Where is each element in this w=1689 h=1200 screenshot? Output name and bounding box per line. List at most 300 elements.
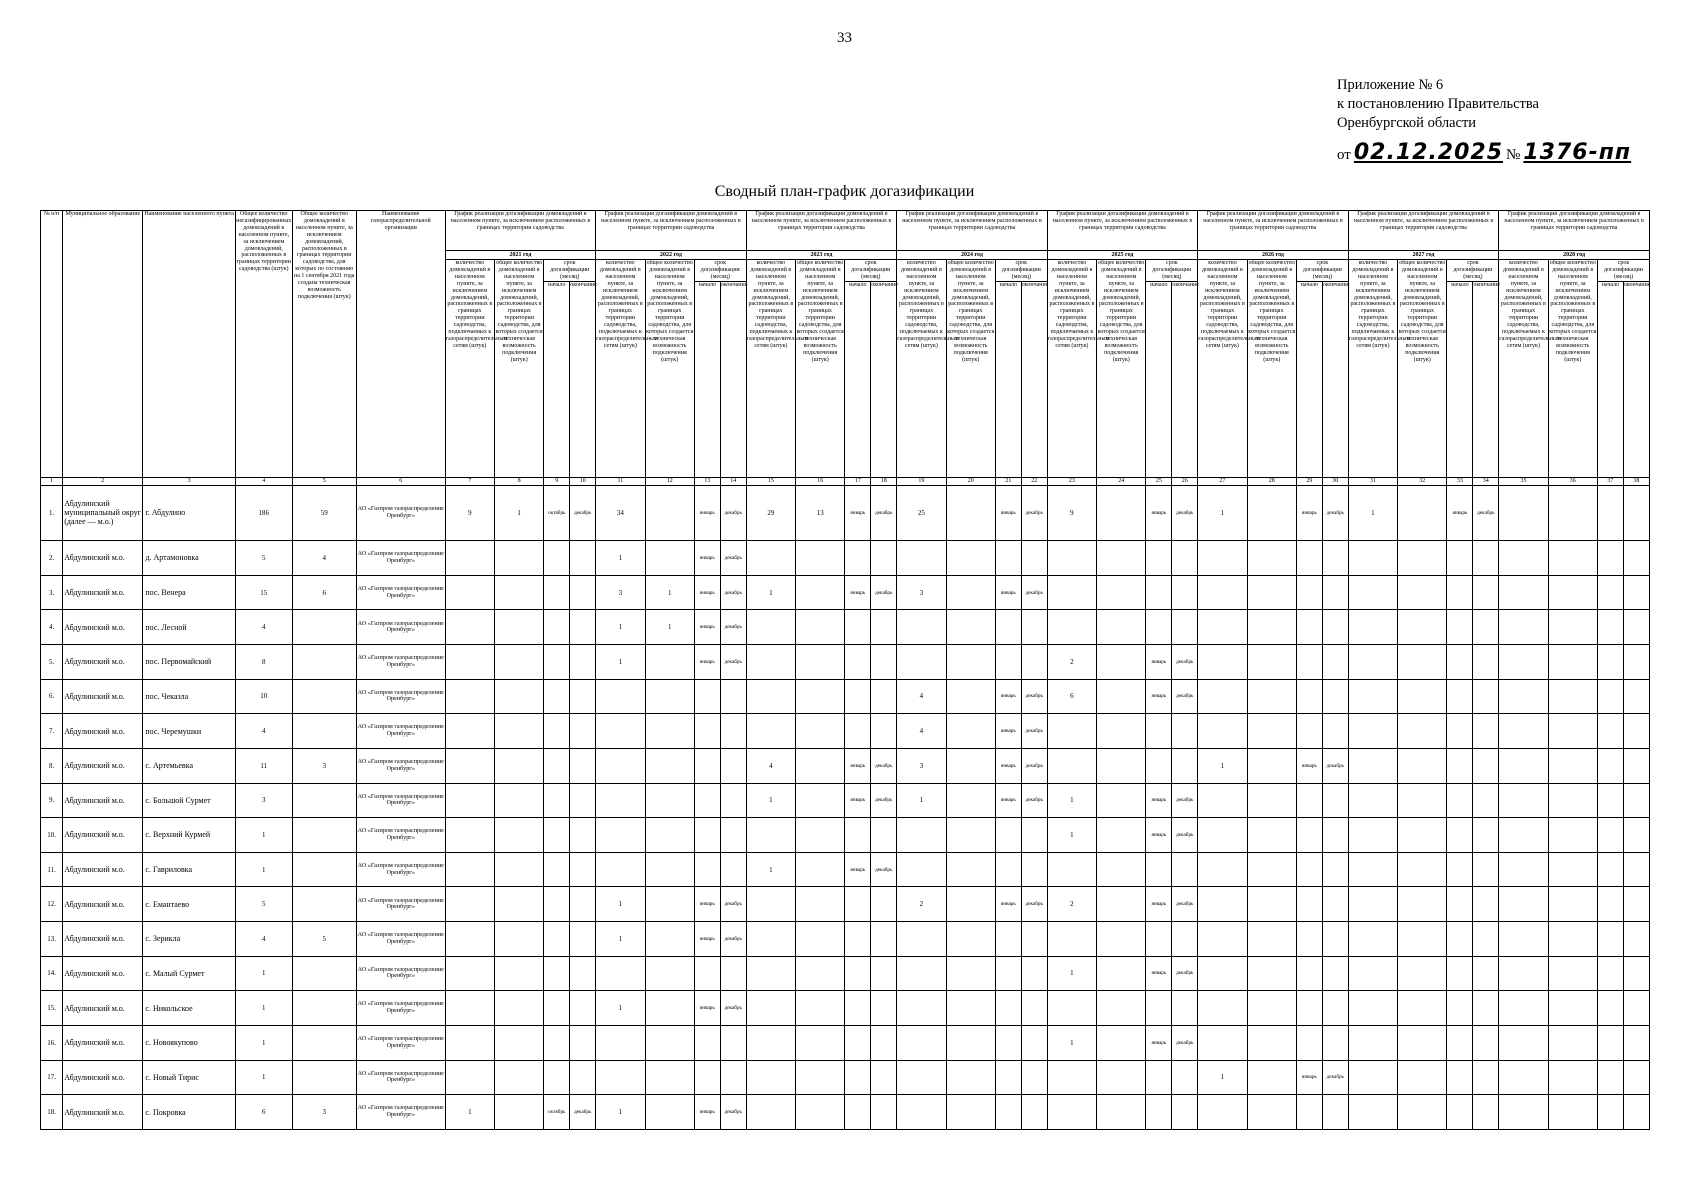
header-total: общее количество домовладений в населенном пункте, за исключением домовладений, расположенных в границах территории садоводства, для которых создается техническая возможность подключения (штук) — [1548, 260, 1597, 478]
start-month-cell — [1296, 922, 1322, 957]
start-month-cell — [845, 991, 871, 1026]
end-month-cell: декабрь — [1172, 887, 1198, 922]
count-cell: 1 — [897, 783, 946, 818]
total-cell — [796, 852, 845, 887]
header-total-connect: Общее количество домовладений в населенном пункте, за исключением домовладений, расположенных в границах территории садоводства, для которых по состоянию на 1 сентября 2021 года создана техническая возможность подключения (штук) — [292, 211, 356, 478]
total-cell — [1247, 714, 1296, 749]
count-cell — [1198, 714, 1247, 749]
end-month-cell — [1172, 575, 1198, 610]
settlement-cell: с. Артемьевка — [143, 748, 236, 783]
count-cell: 1 — [596, 922, 645, 957]
households-cell: 1 — [235, 1025, 292, 1060]
municipality-cell: Абдулинский м.о. — [63, 610, 143, 645]
count-cell — [1499, 852, 1548, 887]
total-cell — [1398, 1060, 1447, 1095]
gdo-cell: АО «Газпром газораспределение Оренбург» — [356, 1060, 445, 1095]
start-month-cell — [845, 1025, 871, 1060]
table-row — [41, 956, 1650, 991]
households-cell: 6 — [235, 1095, 292, 1130]
end-month-cell — [1623, 610, 1649, 645]
end-month-cell — [871, 1095, 897, 1130]
start-month-cell: январь — [995, 887, 1021, 922]
start-month-cell — [1597, 575, 1623, 610]
connect-cell — [292, 818, 356, 853]
total-cell — [1398, 852, 1447, 887]
column-number: 11 — [596, 477, 645, 485]
start-month-cell — [544, 852, 570, 887]
total-cell — [1548, 852, 1597, 887]
table-row — [41, 1060, 1650, 1095]
header-end: окончание — [570, 281, 596, 477]
municipality-cell: Абдулинский м.о. — [63, 541, 143, 576]
count-cell: 4 — [746, 748, 795, 783]
column-number: 14 — [720, 477, 746, 485]
header-year: 2026 год — [1198, 251, 1349, 260]
header-end: окончание — [1623, 281, 1649, 477]
count-cell — [1198, 783, 1247, 818]
end-month-cell — [1473, 991, 1499, 1026]
header-count: количество домовладений в населенном пункте, за исключением домовладений, расположенных в границах территории садоводства, подключаемых к газораспределительным сетям (штук) — [746, 260, 795, 478]
total-cell — [645, 541, 694, 576]
gdo-cell: АО «Газпром газораспределение Оренбург» — [356, 610, 445, 645]
count-cell — [1198, 575, 1247, 610]
end-month-cell — [1623, 887, 1649, 922]
page-number: 33 — [837, 30, 852, 46]
municipality-cell: Абдулинский м.о. — [63, 714, 143, 749]
total-cell — [495, 783, 544, 818]
count-cell: 6 — [1047, 679, 1096, 714]
end-month-cell — [720, 956, 746, 991]
start-month-cell — [845, 1060, 871, 1095]
end-month-cell: декабрь — [1172, 818, 1198, 853]
row-number: 5. — [41, 645, 63, 680]
count-cell: 2 — [897, 887, 946, 922]
end-month-cell — [1021, 818, 1047, 853]
count-cell — [1047, 610, 1096, 645]
end-month-cell: декабрь — [720, 922, 746, 957]
total-cell — [645, 485, 694, 540]
date-prefix: от — [1337, 147, 1351, 163]
start-month-cell: январь — [1146, 485, 1172, 540]
gdo-cell: АО «Газпром газораспределение Оренбург» — [356, 645, 445, 680]
row-number: 14. — [41, 956, 63, 991]
start-month-cell — [1296, 679, 1322, 714]
column-number: 9 — [544, 477, 570, 485]
end-month-cell — [1322, 991, 1348, 1026]
total-cell — [1247, 991, 1296, 1026]
table-row — [41, 1025, 1650, 1060]
start-month-cell: январь — [694, 991, 720, 1026]
end-month-cell — [1172, 541, 1198, 576]
connect-cell — [292, 645, 356, 680]
count-cell: 4 — [897, 679, 946, 714]
count-cell — [1348, 783, 1397, 818]
start-month-cell — [1447, 852, 1473, 887]
end-month-cell — [1473, 956, 1499, 991]
start-month-cell — [1447, 1095, 1473, 1130]
start-month-cell: январь — [845, 852, 871, 887]
header-end: окончание — [871, 281, 897, 477]
total-cell — [495, 991, 544, 1026]
connect-cell: 6 — [292, 575, 356, 610]
total-cell — [796, 679, 845, 714]
end-month-cell — [570, 887, 596, 922]
total-cell — [796, 645, 845, 680]
total-cell — [1548, 610, 1597, 645]
end-month-cell — [1623, 783, 1649, 818]
end-month-cell — [1172, 852, 1198, 887]
start-month-cell: январь — [1146, 887, 1172, 922]
end-month-cell — [720, 679, 746, 714]
count-cell — [746, 645, 795, 680]
count-cell — [1499, 714, 1548, 749]
end-month-cell — [1021, 610, 1047, 645]
start-month-cell — [1296, 956, 1322, 991]
total-cell — [495, 645, 544, 680]
start-month-cell — [1447, 1060, 1473, 1095]
count-cell — [1047, 748, 1096, 783]
end-month-cell — [1322, 852, 1348, 887]
count-cell — [596, 679, 645, 714]
count-cell: 9 — [1047, 485, 1096, 540]
total-cell: 1 — [645, 575, 694, 610]
start-month-cell — [995, 1060, 1021, 1095]
start-month-cell — [694, 852, 720, 887]
column-number: 8 — [495, 477, 544, 485]
end-month-cell — [1473, 748, 1499, 783]
total-cell — [1247, 610, 1296, 645]
total-cell — [645, 991, 694, 1026]
header-count: количество домовладений в населенном пункте, за исключением домовладений, расположенных в границах территории садоводства, подключаемых к газораспределительным сетям (штук) — [445, 260, 494, 478]
end-month-cell — [1473, 610, 1499, 645]
connect-cell: 4 — [292, 541, 356, 576]
end-month-cell: декабрь — [720, 887, 746, 922]
header-term: срок догазификации (месяц) — [1597, 260, 1649, 282]
end-month-cell — [570, 748, 596, 783]
count-cell — [596, 783, 645, 818]
start-month-cell — [1296, 818, 1322, 853]
count-cell: 1 — [1198, 1060, 1247, 1095]
header-start: начало — [845, 281, 871, 477]
count-cell — [596, 1060, 645, 1095]
start-month-cell — [1296, 991, 1322, 1026]
total-cell — [1247, 956, 1296, 991]
table-row — [41, 783, 1650, 818]
count-cell — [1348, 575, 1397, 610]
count-cell — [1499, 748, 1548, 783]
count-cell: 34 — [596, 485, 645, 540]
count-cell — [445, 783, 494, 818]
end-month-cell — [1473, 1095, 1499, 1130]
end-month-cell — [1473, 541, 1499, 576]
header-start: начало — [694, 281, 720, 477]
row-number: 8. — [41, 748, 63, 783]
row-number: 7. — [41, 714, 63, 749]
start-month-cell: январь — [995, 485, 1021, 540]
count-cell — [1047, 1095, 1096, 1130]
total-cell — [645, 679, 694, 714]
count-cell — [746, 956, 795, 991]
start-month-cell: январь — [1146, 818, 1172, 853]
settlement-cell: с. Верхний Курмей — [143, 818, 236, 853]
count-cell — [897, 610, 946, 645]
total-cell — [645, 783, 694, 818]
start-month-cell — [544, 541, 570, 576]
total-cell — [796, 887, 845, 922]
total-cell — [1548, 714, 1597, 749]
end-month-cell — [1172, 1060, 1198, 1095]
start-month-cell: январь — [1146, 956, 1172, 991]
header-start: начало — [1597, 281, 1623, 477]
table-row — [41, 645, 1650, 680]
start-month-cell — [1447, 991, 1473, 1026]
settlement-cell: пос. Чеказла — [143, 679, 236, 714]
municipality-cell: Абдулинский м.о. — [63, 956, 143, 991]
total-cell — [1247, 679, 1296, 714]
start-month-cell: январь — [694, 575, 720, 610]
start-month-cell: январь — [845, 783, 871, 818]
total-cell — [645, 887, 694, 922]
total-cell — [1548, 1095, 1597, 1130]
municipality-cell: Абдулинский м.о. — [63, 818, 143, 853]
count-cell — [1499, 887, 1548, 922]
total-cell — [1398, 818, 1447, 853]
end-month-cell — [1021, 922, 1047, 957]
table-row — [41, 818, 1650, 853]
count-cell — [746, 991, 795, 1026]
end-month-cell — [1322, 575, 1348, 610]
total-cell — [796, 748, 845, 783]
municipality-cell: Абдулинский м.о. — [63, 679, 143, 714]
count-cell — [1198, 991, 1247, 1026]
appendix-line1: Приложение № 6 — [1337, 77, 1444, 93]
total-cell — [1097, 1095, 1146, 1130]
total-cell — [495, 1095, 544, 1130]
count-cell: 1 — [596, 1095, 645, 1130]
total-cell — [1548, 783, 1597, 818]
header-year: 2028 год — [1499, 251, 1650, 260]
column-number: 28 — [1247, 477, 1296, 485]
table-row — [41, 748, 1650, 783]
count-cell — [746, 1060, 795, 1095]
start-month-cell — [845, 956, 871, 991]
start-month-cell — [544, 783, 570, 818]
count-cell — [1499, 1060, 1548, 1095]
column-number: 20 — [946, 477, 995, 485]
start-month-cell: январь — [694, 887, 720, 922]
column-number: 19 — [897, 477, 946, 485]
start-month-cell — [1597, 1060, 1623, 1095]
end-month-cell: декабрь — [871, 575, 897, 610]
end-month-cell — [1623, 1025, 1649, 1060]
count-cell: 1 — [746, 783, 795, 818]
total-cell — [1097, 922, 1146, 957]
end-month-cell: декабрь — [1172, 485, 1198, 540]
municipality-cell: Абдулинский м.о. — [63, 645, 143, 680]
start-month-cell — [995, 956, 1021, 991]
connect-cell — [292, 783, 356, 818]
total-cell: 1 — [495, 485, 544, 540]
end-month-cell — [871, 818, 897, 853]
end-month-cell — [871, 541, 897, 576]
end-month-cell — [1473, 645, 1499, 680]
start-month-cell — [845, 922, 871, 957]
end-month-cell: декабрь — [570, 485, 596, 540]
column-number: 26 — [1172, 477, 1198, 485]
municipality-cell: Абдулинский м.о. — [63, 783, 143, 818]
header-year: 2023 год — [746, 251, 897, 260]
end-month-cell — [1473, 679, 1499, 714]
end-month-cell — [1322, 541, 1348, 576]
start-month-cell: январь — [1296, 1060, 1322, 1095]
count-cell — [1499, 679, 1548, 714]
start-month-cell — [995, 610, 1021, 645]
document-title: Сводный план-график догазификации — [714, 183, 975, 200]
end-month-cell — [1322, 783, 1348, 818]
end-month-cell: декабрь — [1322, 748, 1348, 783]
settlement-cell: с. Гавриловка — [143, 852, 236, 887]
total-cell — [1247, 1025, 1296, 1060]
start-month-cell — [1597, 783, 1623, 818]
start-month-cell — [1146, 575, 1172, 610]
end-month-cell — [720, 818, 746, 853]
end-month-cell — [1623, 575, 1649, 610]
end-month-cell: декабрь — [1172, 679, 1198, 714]
end-month-cell — [720, 1060, 746, 1095]
count-cell — [1499, 1025, 1548, 1060]
end-month-cell — [1473, 887, 1499, 922]
start-month-cell — [845, 818, 871, 853]
end-month-cell — [871, 956, 897, 991]
column-number: 24 — [1097, 477, 1146, 485]
start-month-cell — [995, 1025, 1021, 1060]
end-month-cell — [1021, 1095, 1047, 1130]
total-cell — [1247, 485, 1296, 540]
end-month-cell — [1322, 818, 1348, 853]
start-month-cell — [1447, 783, 1473, 818]
count-cell — [1499, 991, 1548, 1026]
count-cell — [1198, 852, 1247, 887]
total-cell — [1097, 1025, 1146, 1060]
end-month-cell — [871, 991, 897, 1026]
connect-cell — [292, 714, 356, 749]
table-row — [41, 852, 1650, 887]
count-cell — [746, 818, 795, 853]
start-month-cell — [1146, 714, 1172, 749]
end-month-cell — [570, 575, 596, 610]
column-number: 37 — [1597, 477, 1623, 485]
total-cell — [1548, 575, 1597, 610]
total-cell — [1097, 783, 1146, 818]
start-month-cell — [544, 991, 570, 1026]
municipality-cell: Абдулинский м.о. — [63, 748, 143, 783]
header-end: окончание — [1172, 281, 1198, 477]
end-month-cell: декабрь — [1172, 645, 1198, 680]
connect-cell: 3 — [292, 1095, 356, 1130]
gdo-cell: АО «Газпром газораспределение Оренбург» — [356, 991, 445, 1026]
total-cell — [796, 818, 845, 853]
start-month-cell: январь — [845, 575, 871, 610]
total-cell — [946, 887, 995, 922]
start-month-cell — [1447, 610, 1473, 645]
settlement-cell: г. Абдулино — [143, 485, 236, 540]
total-cell — [1097, 818, 1146, 853]
settlement-cell: пос. Лесной — [143, 610, 236, 645]
end-month-cell — [871, 610, 897, 645]
total-cell — [495, 887, 544, 922]
total-cell — [1097, 748, 1146, 783]
end-month-cell: декабрь — [1021, 783, 1047, 818]
households-cell: 8 — [235, 645, 292, 680]
end-month-cell — [871, 1025, 897, 1060]
end-month-cell — [1623, 818, 1649, 853]
total-cell — [1398, 575, 1447, 610]
count-cell — [1047, 714, 1096, 749]
end-month-cell — [1322, 956, 1348, 991]
header-start: начало — [1296, 281, 1322, 477]
total-cell — [1548, 887, 1597, 922]
count-cell: 1 — [596, 610, 645, 645]
header-end: окончание — [1322, 281, 1348, 477]
total-cell — [495, 679, 544, 714]
start-month-cell — [544, 610, 570, 645]
count-cell: 1 — [1348, 485, 1397, 540]
count-cell — [1348, 956, 1397, 991]
count-cell — [1499, 956, 1548, 991]
header-schedule: График реализации догазификации домовладений в населенном пункте, за исключением расположенных в границах территории садоводства — [1198, 211, 1349, 251]
end-month-cell — [1021, 852, 1047, 887]
row-number: 4. — [41, 610, 63, 645]
count-cell — [445, 991, 494, 1026]
end-month-cell: декабрь — [871, 852, 897, 887]
end-month-cell — [1322, 679, 1348, 714]
start-month-cell — [694, 1060, 720, 1095]
count-cell — [1047, 575, 1096, 610]
count-cell: 9 — [445, 485, 494, 540]
total-cell — [796, 575, 845, 610]
end-month-cell — [1322, 714, 1348, 749]
total-cell — [1097, 485, 1146, 540]
total-cell — [1398, 714, 1447, 749]
start-month-cell — [544, 1025, 570, 1060]
end-month-cell: декабрь — [720, 485, 746, 540]
count-cell — [1198, 610, 1247, 645]
appendix-line2: к постановлению Правительства — [1337, 96, 1539, 112]
gdo-cell: АО «Газпром газораспределение Оренбург» — [356, 887, 445, 922]
end-month-cell — [1623, 991, 1649, 1026]
total-cell — [946, 818, 995, 853]
column-number: 7 — [445, 477, 494, 485]
start-month-cell — [1296, 714, 1322, 749]
gdo-cell: АО «Газпром газораспределение Оренбург» — [356, 783, 445, 818]
municipality-cell: Абдулинский м.о. — [63, 1060, 143, 1095]
count-cell — [1348, 922, 1397, 957]
start-month-cell — [694, 714, 720, 749]
total-cell — [1398, 748, 1447, 783]
header-term: срок догазификации (месяц) — [1447, 260, 1499, 282]
settlement-cell: с. Новый Тирис — [143, 1060, 236, 1095]
start-month-cell: январь — [1146, 679, 1172, 714]
end-month-cell: декабрь — [720, 645, 746, 680]
total-cell — [796, 1060, 845, 1095]
total-cell — [1398, 922, 1447, 957]
row-number: 17. — [41, 1060, 63, 1095]
households-cell: 1 — [235, 818, 292, 853]
row-number: 16. — [41, 1025, 63, 1060]
gdo-cell: АО «Газпром газораспределение Оренбург» — [356, 541, 445, 576]
end-month-cell — [1473, 818, 1499, 853]
total-cell — [1548, 748, 1597, 783]
